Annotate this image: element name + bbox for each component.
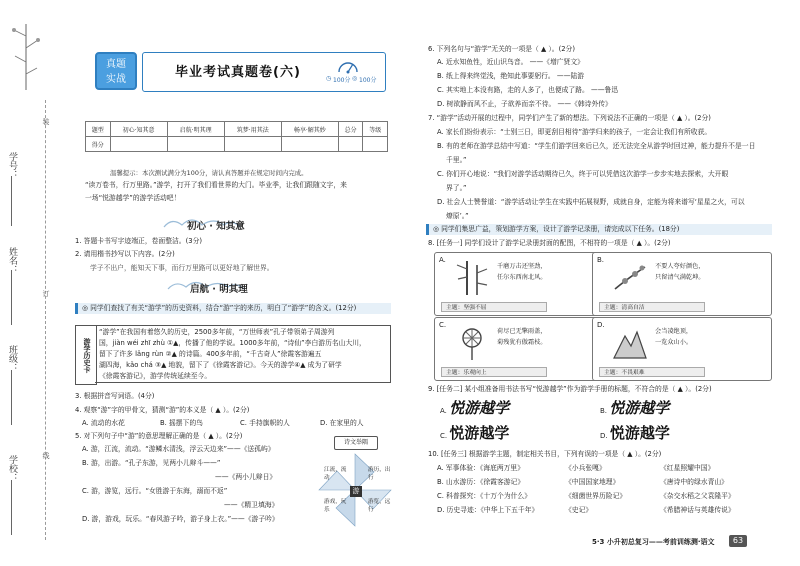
q7-option-d[interactable]: D. 社会人士赞誉道：“游学活动让学生在实践中拓展视野，成就自身，定能为将来谱写‘星星之火，可以 <box>437 198 745 206</box>
score-input[interactable] <box>224 137 281 152</box>
question-2: 2. 请用楷书抄写以下内容。(2分) <box>75 250 175 258</box>
question-10: 10. [任务三] 根据游学主题，制定相关书目，下列有误的一项是（ ▲ ）。(2分) <box>428 450 662 458</box>
history-card-label: 游学历史卡 <box>75 325 97 385</box>
q10-option-d[interactable]: D. 历史寻迹：《中华上下五千年》 <box>437 506 539 514</box>
question-9: 9. [任务二] 某小组准备用书法书写“悦游越学”作为游学手册的标题，不符合的是（ ▲ ）。(2分) <box>428 385 712 393</box>
student-id-field[interactable] <box>11 176 12 226</box>
poem-word-1: 江流，流动 <box>324 467 347 481</box>
class-label: 班级： <box>7 345 17 372</box>
history-card-line: 留下了许多 lǎng rùn ②▲ 的诗篇。400多年前，“千古奇人”徐霞客游遍五 <box>99 350 322 358</box>
section-1-title: 初心 · 知其意 <box>187 221 245 232</box>
q8-option-b[interactable]: B. 不要人夸好颜色， 只留清气满乾坤。 主题：清高自洁 <box>592 252 772 316</box>
q6-option-d[interactable]: D. 树欲静而风不止，子欲养而亲不待。 ——《韩诗外传》 <box>437 100 612 108</box>
cut-line <box>45 100 46 540</box>
clock-icon: ◷ <box>326 75 332 82</box>
total-score: 100分 <box>359 77 377 84</box>
score-table-cell: 题型 <box>86 122 111 137</box>
score-input[interactable] <box>281 137 338 152</box>
q10-option-b[interactable]: B. 山水游历：《徐霞客游记》 <box>437 478 525 486</box>
history-card-line: 湖四海，kǎo chá ③▲ 地貌，留下了《徐霞客游记》。今天的游学④▲ 成为了研学 <box>99 361 342 369</box>
class-field[interactable] <box>11 370 12 425</box>
section-2-banner: ◎ 同学们查找了有关“游学”的历史资料，结合“游”字的来历，明白了“游学”的含义。(12分) <box>75 303 391 314</box>
q10-book: 《杂交水稻之父袁隆平》 <box>660 492 735 500</box>
poem-word-4: 游览，远行 <box>368 499 391 513</box>
history-card-line: 《徐霞客游记》，游学传统延续至今。 <box>99 372 212 380</box>
q6-option-c[interactable]: C. 其实地上本没有路，走的人多了，也便成了路。 ——鲁迅 <box>437 86 619 94</box>
q8-option-c[interactable]: C. 荷尽已无擎雨盖， 菊残犹有傲霜枝。 主题：乐观向上 <box>434 317 614 381</box>
q9-option-c[interactable]: C. 悦游越学 <box>440 424 510 442</box>
score-input[interactable] <box>363 137 388 152</box>
name-field[interactable] <box>11 270 12 325</box>
q4-option-c[interactable]: C. 手持旗帜的人 <box>240 419 290 427</box>
page-number: 63 <box>729 535 747 547</box>
question-1: 1. 答题卡书写字迹端正，卷面整洁。(3分) <box>75 237 203 245</box>
exam-title: 毕业考试真题卷(六) <box>175 65 301 80</box>
binding-margin <box>0 0 58 566</box>
cut-mark-ding: 订 <box>42 290 50 297</box>
question-3: 3. 根据拼音写词语。(4分) <box>75 392 155 400</box>
q5-option-c[interactable]: C. 游，游览，远行。“女胜游于东海，溺而不返” <box>82 487 228 495</box>
q4-option-d[interactable]: D. 在家里的人 <box>320 419 364 427</box>
bamboo-icon <box>455 259 489 297</box>
score-input[interactable] <box>167 137 224 152</box>
score-table-header-row <box>86 122 388 137</box>
q7-option-b[interactable]: B. 有的老师在游学总结中写道：“学生们游学回来后已久，还无法完全从游学时回过神，能力提升不是一日 <box>437 142 756 150</box>
copy-text: 学子不出户，能知天下事，而行万里路可以更好地了解世界。 <box>90 264 274 272</box>
poem-diagram <box>316 436 394 530</box>
poem-center: 游 <box>350 486 362 497</box>
q5-source-b: ——《两小儿辩日》 <box>215 473 277 481</box>
score-table-cell: 总分 <box>338 122 363 137</box>
cut-mark-xian: 线 <box>42 452 50 459</box>
chrysanthemum-icon <box>455 324 489 362</box>
school-label: 学校： <box>7 455 17 482</box>
q8-option-a[interactable]: A. 千磨万击还坚劲， 任尔东西南北风。 主题：坚强不屈 <box>434 252 614 316</box>
q5-option-d[interactable]: D. 游，游戏，玩乐。“春风游子吟，游子身上衣。”——《游子吟》 <box>82 515 279 523</box>
q10-book: 《中国国家地理》 <box>565 478 620 486</box>
exam-badge: 真题 实战 <box>95 52 137 90</box>
q6-option-a[interactable]: A. 近水知鱼性，近山识鸟音。 ——《增广贤文》 <box>437 58 584 66</box>
exam-note: 温馨提示：本次测试满分为100分，请认真答题并在规定时间内完成。 <box>110 169 308 177</box>
question-5: 5. 对下列句子中“游”的意思理解正确的是（ ▲ ）。(2分) <box>75 432 243 440</box>
score-icon: ◎ <box>352 75 358 82</box>
q6-option-b[interactable]: B. 纸上得来终觉浅，绝知此事要躬行。 ——陆游 <box>437 72 585 80</box>
score-table-cell: 得分 <box>86 137 111 152</box>
score-table-cell: 启航·明其理 <box>167 122 224 137</box>
q10-option-a[interactable]: A. 军事体验：《海底两万里》 <box>437 464 525 472</box>
q10-book: 《唐诗中的绿水青山》 <box>660 478 728 486</box>
q5-option-b[interactable]: B. 游，出游。“孔子东游，见两小儿辩斗——” <box>82 459 221 467</box>
q9-option-d[interactable]: D. 悦游越学 <box>600 424 670 442</box>
q4-option-b[interactable]: B. 摇摆下的鸟 <box>160 419 203 427</box>
page-footer: 5·3 小升初总复习——考前训练测·语文 <box>592 538 715 546</box>
history-card-line: “游学”在我国有着悠久的历史，2500多年前，“万世师表”孔子带领弟子周游列 <box>99 328 335 336</box>
q10-book: 《小兵张嘎》 <box>565 464 606 472</box>
score-input[interactable] <box>110 137 167 152</box>
mountain-icon <box>613 324 647 362</box>
score-table-row <box>86 137 388 152</box>
poem-word-3: 游戏，玩乐 <box>324 499 347 513</box>
school-field[interactable] <box>11 480 12 535</box>
q5-source-c: ——《精卫填海》 <box>224 501 279 509</box>
plum-blossom-icon <box>613 259 647 297</box>
name-label: 姓名： <box>7 247 17 274</box>
poem-diagram-label: 诗文举隅 <box>334 436 378 450</box>
q5-option-a[interactable]: A. 游，江流，流动。“游鳞水清浅，浮云天边来”——《送孤屿》 <box>82 445 275 453</box>
question-4: 4. 观察“游”字的甲骨文，猜测“游”的本义是（ ▲ ）。(2分) <box>75 406 250 414</box>
score-table <box>85 121 388 152</box>
q7-option-b-cont: 千里。” <box>446 156 467 164</box>
student-id-label: 学号： <box>7 152 17 179</box>
q9-option-b[interactable]: B. 悦游越学 <box>600 399 670 417</box>
q7-option-a[interactable]: A. 家长们纷纷表示：“士别三日，即更刮目相待”游学归来的孩子，一定会让我们有所收获。 <box>437 128 712 136</box>
q10-book: 《细菌世界历险记》 <box>565 492 627 500</box>
history-card-line: 国，jiàn wéi zhī zhù ①▲，传播了他的学说。1000多年前，“诗仙”李白游历名山大川， <box>99 339 366 347</box>
poem-word-2: 游历，出行 <box>368 467 391 481</box>
intro-line-1: “读万卷书，行万里路。”游学，打开了我们看世界的大门。毕业季，让我们跟随文字，来 <box>85 181 347 189</box>
branch-decoration-icon <box>6 22 46 92</box>
q10-book: 《红星照耀中国》 <box>660 464 715 472</box>
q7-option-c-cont: 界了。” <box>446 184 467 192</box>
intro-line-2: 一场“悦游越学”的游学活动吧！ <box>85 194 181 202</box>
section-2-title: 启航 · 明其理 <box>190 284 248 295</box>
question-7: 7. “游学”活动开展的过程中，同学们产生了新的想法。下列说法不正确的一项是（ ▲ ）。(2分) <box>428 114 711 122</box>
q7-option-c[interactable]: C. 你们开心地说：“我们对游学活动期待已久，终于可以凭借这次游学一步步实地去探索，大开眼 <box>437 170 729 178</box>
q10-option-c[interactable]: C. 科普探究：《十万个为什么》 <box>437 492 532 500</box>
q7-option-d-cont: 燎原’。” <box>446 212 469 220</box>
score-input[interactable] <box>338 137 363 152</box>
score-table-cell: 畅享·解其妙 <box>281 122 338 137</box>
tasks-banner: ◎ 同学们集思广益，策划游学方案，设计了游学记录册，请完成以下任务。(18分) <box>426 224 772 235</box>
time-limit: 100分 <box>333 77 351 84</box>
question-8: 8. [任务一] 同学们设计了游学记录册封面的配图，不相符的一项是（ ▲ ）。(2分) <box>428 239 671 247</box>
q10-book: 《希腊神话与英雄传说》 <box>660 506 735 514</box>
question-6: 6. 下列名句与“游学”无关的一项是（ ▲ ）。(2分) <box>428 45 576 53</box>
q10-book: 《史记》 <box>565 506 593 514</box>
score-table-cell: 等级 <box>363 122 388 137</box>
score-table-cell: 初心·知其意 <box>110 122 167 137</box>
q8-option-d[interactable]: D. 会当凌绝顶， 一览众山小。 主题：不畏艰难 <box>592 317 772 381</box>
q4-option-a[interactable]: A. 流动的水花 <box>82 419 125 427</box>
timer-icon <box>336 56 360 74</box>
history-card <box>95 325 391 383</box>
cut-mark-zhuang: 装 <box>42 118 50 125</box>
score-table-cell: 筑梦·用其法 <box>224 122 281 137</box>
q9-option-a[interactable]: A. 悦游越学 <box>440 399 510 417</box>
